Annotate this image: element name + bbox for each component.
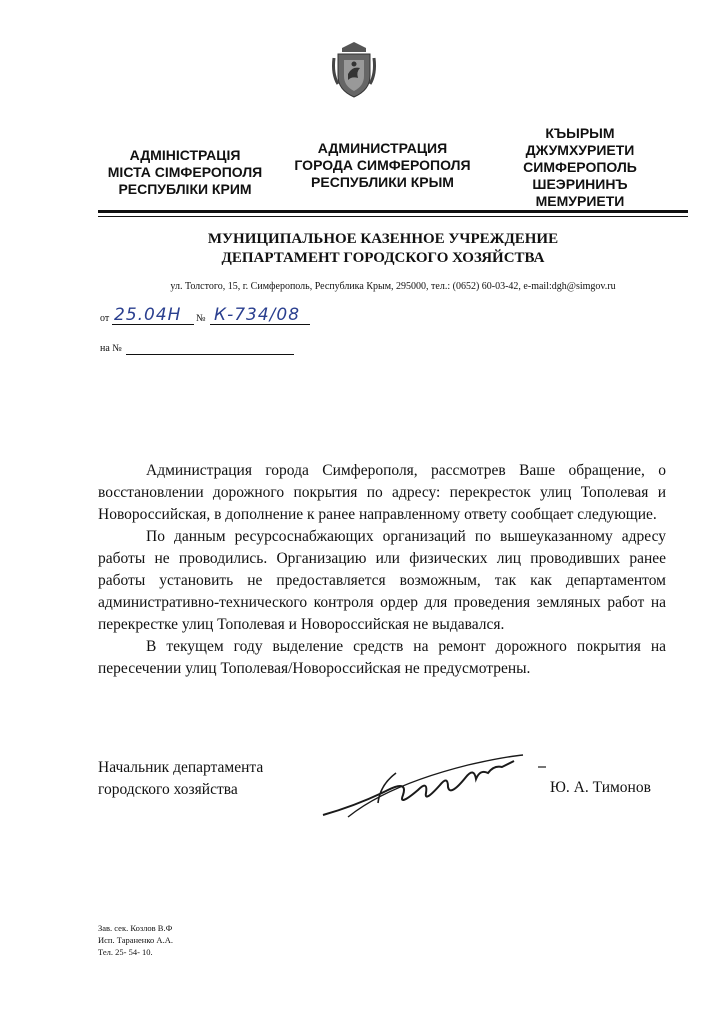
handwritten-signature <box>318 745 548 825</box>
organization-name <box>98 230 668 268</box>
ref-date-handwritten: 25.04Н <box>114 305 182 325</box>
letter-footer <box>98 922 173 958</box>
header-crimean-tatar: КЪЫРЫМ ДЖУМХУРИЕТИ СИМФЕРОПОЛЬ ШЕЭРИНИНЪ МЕМУРИЕТИ <box>523 125 637 209</box>
signatory-name: Ю. А. Тимонов <box>550 779 651 796</box>
header-russian: АДМИНИСТРАЦИЯ ГОРОДА СИМФЕРОПОЛЯ РЕСПУБЛИКИ КРЫМ <box>294 140 471 190</box>
header-ukrainian: АДМІНІСТРАЦІЯ МІСТА СІМФЕРОПОЛЯ РЕСПУБЛІКИ КРИМ <box>107 147 263 197</box>
header-divider-thick <box>98 210 688 213</box>
ref-no-label: № <box>196 313 206 324</box>
footer-executor: Исп. Тараненко А.А. <box>98 935 173 945</box>
ref-reply-line <box>126 354 294 355</box>
signatory-title: Начальник департамента городского хозяйства <box>98 759 264 798</box>
organization-address: ул. Толстого, 15, г. Симферополь, Республика Крым, 295000, тел.: (0652) 60-03-42, e-mail:dgh@simgov.ru <box>170 281 616 292</box>
letter-body <box>98 460 666 680</box>
body-paragraph-1: Администрация города Симферополя, рассмотрев Ваше обращение, о восстановлении дорожного покрытия по адресу: перекресток улиц Тополевая и Новороссийская, в дополнение к ранее направленному ответу сообщает следующие. <box>98 462 666 523</box>
organization-line-1: МУНИЦИПАЛЬНОЕ КАЗЕННОЕ УЧРЕЖДЕНИЕ <box>207 231 559 247</box>
body-paragraph-2: По данным ресурсоснабжающих организаций по вышеуказанному адресу работы не проводились. Организацию или физических лиц проводивших ранее работы установить не предоставляется возможным, так как департаментом административно-технического контроля ордер для проведения земляных работ на перекрестке улиц Тополевая и Новороссийская не выдавался. <box>98 528 666 633</box>
body-paragraph-3: В текущем году выделение средств на ремонт дорожного покрытия на пересечении улиц Тополевая/Новороссийская не предусмотрены. <box>98 638 666 677</box>
ref-reply-label: на № <box>100 343 122 354</box>
ref-from-label: от <box>100 313 110 324</box>
footer-secretary: Зав. сек. Козлов В.Ф <box>98 923 173 933</box>
header-divider-thin <box>98 216 688 217</box>
footer-phone: Тел. 25- 54- 10. <box>98 947 153 957</box>
organization-line-2: ДЕПАРТАМЕНТ ГОРОДСКОГО ХОЗЯЙСТВА <box>221 250 545 266</box>
ref-number-handwritten: К-734/08 <box>214 305 301 325</box>
coat-of-arms-icon <box>330 40 378 100</box>
